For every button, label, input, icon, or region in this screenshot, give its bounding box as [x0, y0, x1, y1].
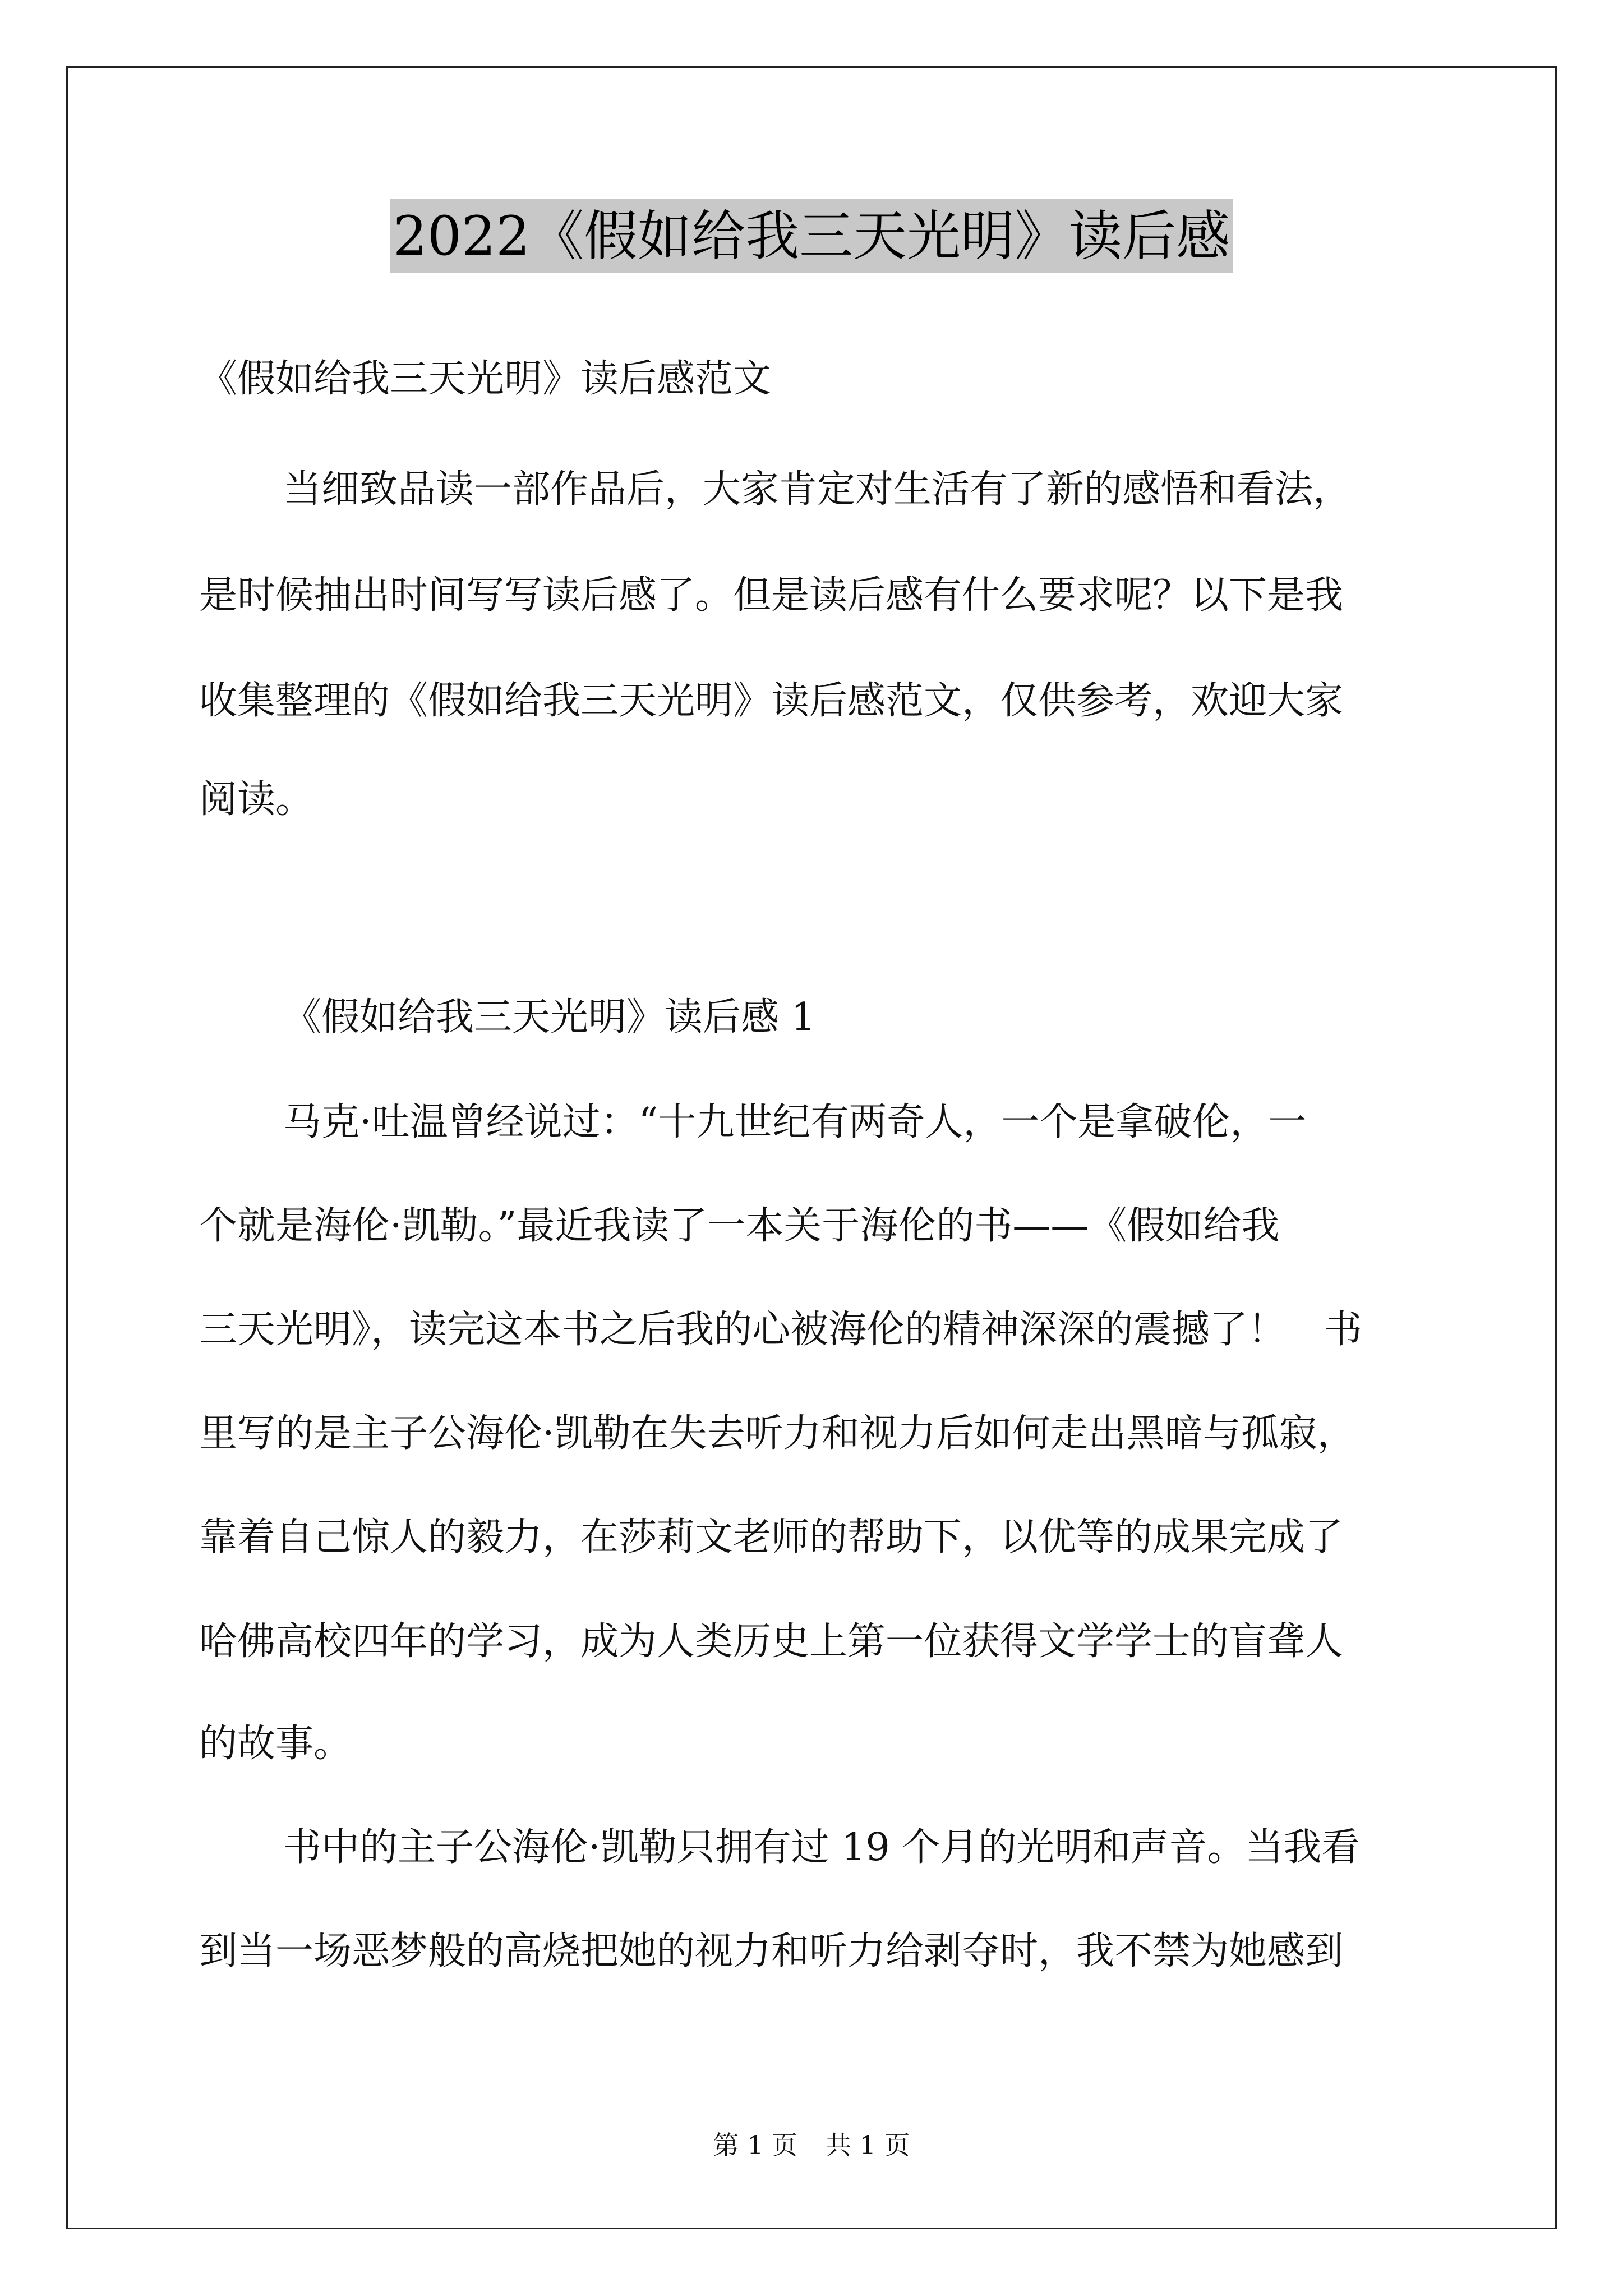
paragraph-line: 的故事。 — [199, 1722, 352, 1766]
title-container — [0, 199, 1623, 273]
paragraph-line: 阅读。 — [199, 777, 314, 822]
paragraph-line: 个就是海伦·凯勒。”最近我读了一本关于海伦的书——《假如给我 — [199, 1204, 1280, 1248]
page-number: 第 1 页 — [713, 2130, 797, 2160]
paragraph-line: 哈佛高校四年的学习，成为人类历史上第一位获得文学学士的盲聋人 — [199, 1619, 1344, 1664]
paragraph-line: 马克·吐温曾经说过：“十九世纪有两奇人，一个是拿破伦，一 — [283, 1100, 1307, 1144]
paragraph-line: 书中的主子公海伦·凯勒只拥有过 19 个月的光明和声音。当我看 — [283, 1825, 1360, 1870]
paragraph-line: 靠着自己惊人的毅力，在莎莉文老师的帮助下，以优等的成果完成了 — [199, 1515, 1344, 1559]
paragraph-line: 当细致品读一部作品后，大家肯定对生活有了新的感悟和看法， — [283, 467, 1352, 512]
document-title: 2022《假如给我三天光明》读后感 — [390, 199, 1233, 273]
paragraph-line: 三天光明》，读完这本书之后我的心被海伦的精神深深的震撼了！ 书 — [199, 1308, 1363, 1352]
paragraph-line: 到当一场恶梦般的高烧把她的视力和听力给剥夺时，我不禁为她感到 — [199, 1929, 1344, 1973]
page-footer — [0, 2128, 1623, 2162]
page-total: 共 1 页 — [826, 2130, 910, 2160]
section-heading: 《假如给我三天光明》读后感 1 — [283, 995, 815, 1039]
document-subtitle: 《假如给我三天光明》读后感范文 — [199, 357, 772, 401]
paragraph-line: 是时候抽出时间写写读后感了。但是读后感有什么要求呢？以下是我 — [199, 573, 1344, 618]
paragraph-line: 收集整理的《假如给我三天光明》读后感范文，仅供参考，欢迎大家 — [199, 679, 1344, 723]
paragraph-line: 里写的是主子公海伦·凯勒在失去听力和视力后如何走出黑暗与孤寂， — [199, 1411, 1355, 1456]
